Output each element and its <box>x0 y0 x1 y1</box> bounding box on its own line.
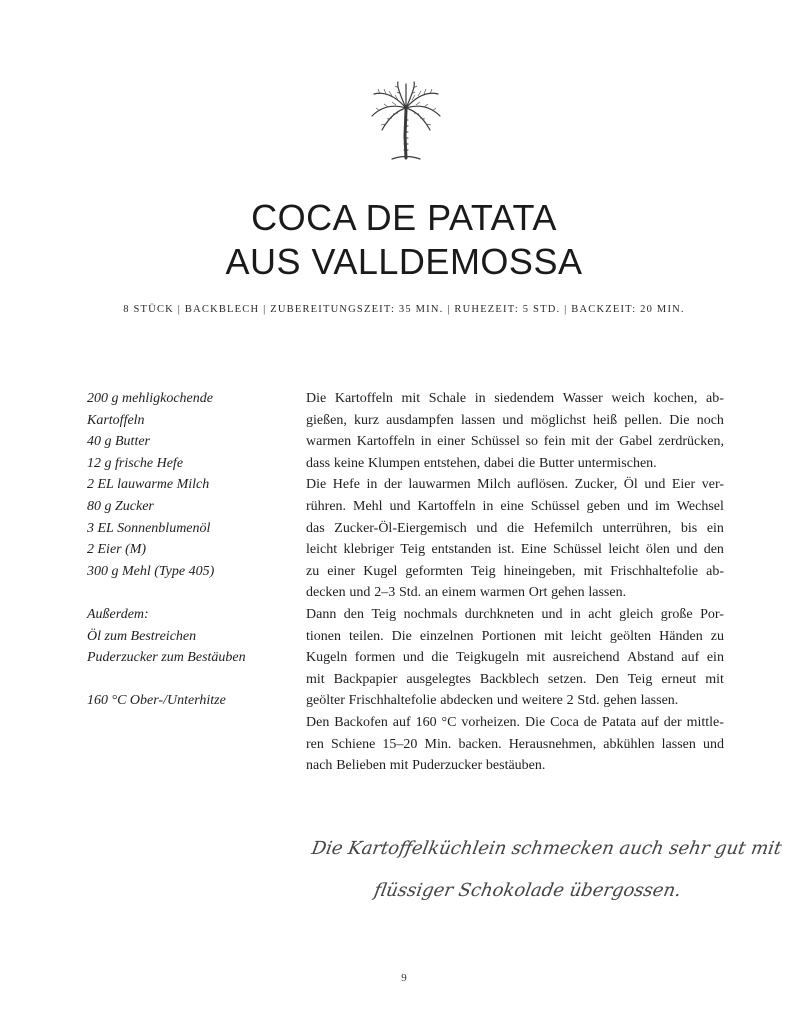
method-line: nach Belieben mit Puderzucker bestäuben. <box>306 758 546 774</box>
ingredients-list <box>87 388 287 712</box>
recipe-title-line-1: COCA DE PATATA <box>251 197 557 238</box>
method-line: ren Schiene 15–20 Min. backen. Herausnehmen, abkühlen lassen und <box>306 736 724 752</box>
ingredient-item: Außerdem: <box>87 606 149 622</box>
ingredient-item: 80 g Zucker <box>87 498 154 514</box>
method-line: Kugeln formen und die Teigkugeln mit ausreichend Abstand auf ein <box>306 650 724 666</box>
recipe-title <box>0 196 808 284</box>
ingredient-item: 12 g frische Hefe <box>87 455 184 471</box>
method-line: rühren. Mehl und Kartoffeln in eine Schüssel geben und im Wechsel <box>306 498 724 514</box>
method-line: mit Backpapier ausgelegtes Backblech setzen. Den Teig erneut mit <box>306 671 724 687</box>
method-line: geölter Frischhaltefolie abdecken und weitere 2 Std. gehen lassen. <box>306 693 679 709</box>
ingredient-item: Puderzucker zum Bestäuben <box>87 650 246 666</box>
page-number: 9 <box>401 972 407 984</box>
ingredient-item: 200 g mehligkochende <box>87 391 213 406</box>
ingredient-spacer <box>87 582 287 604</box>
method-line: warmen Kartoffeln in einer Schüssel so fein mit der Gabel zerdrücken, <box>306 434 724 450</box>
ingredient-item: 300 g Mehl (Type 405) <box>87 563 215 579</box>
recipe-title-line-2: AUS VALLDEMOSSA <box>225 241 583 282</box>
ingredient-item: 160 °C Ober-/Unterhitze <box>87 693 226 709</box>
handwritten-note-line-1: Die Kartoffelküchlein schmecken auch sehr gut mit <box>309 838 784 859</box>
ingredient-item: 2 EL lauwarme Milch <box>87 477 210 493</box>
ingredient-item: 2 Eier (M) <box>87 542 147 558</box>
method-line: Dann den Teig nochmals durchkneten und in acht gleich große Por- <box>306 606 724 622</box>
method-line: Den Backofen auf 160 °C vorheizen. Die Coca de Patata auf der mittle- <box>306 714 724 730</box>
ingredient-item: Öl zum Bestreichen <box>87 628 197 644</box>
method-text <box>306 388 724 777</box>
ingredient-item: 3 EL Sonnenblumenöl <box>87 520 211 536</box>
method-line: dass keine Klumpen entstehen, dabei die Butter untermischen. <box>306 455 657 471</box>
method-line: das Zucker-Öl-Eiergemisch und die Hefemilch unterrühren, bis ein <box>306 520 724 536</box>
ingredient-spacer <box>87 669 287 691</box>
method-line: Die Kartoffeln mit Schale in siedendem Wasser weich kochen, ab- <box>306 391 724 406</box>
method-line: decken und 2–3 Std. an einem warmen Ort gehen lassen. <box>306 585 627 601</box>
handwritten-note <box>293 828 784 912</box>
method-line: leicht klebriger Teig entstanden ist. Eine Schüssel leicht ölen und den <box>306 542 724 558</box>
method-line: zu einer Kugel geformten Teig hineingeben, mit Frischhaltefolie ab- <box>306 563 724 579</box>
handwritten-note-line-2: flüssiger Schokolade übergossen. <box>372 880 683 901</box>
recipe-meta-info: 8 STÜCK | BACKBLECH | ZUBEREITUNGSZEIT: 35 MIN. | RUHEZEIT: 5 STD. | BACKZEIT: 20 MIN. <box>123 304 685 315</box>
method-line: gießen, kurz ausdampfen lassen und möglichst heiß pellen. Die noch <box>306 412 724 428</box>
method-line: tionen teilen. Die einzelnen Portionen mit leicht geölten Händen zu <box>306 628 724 644</box>
method-line: Die Hefe in der lauwarmen Milch auflösen. Zucker, Öl und Eier ver- <box>306 477 724 493</box>
ingredient-item: Kartoffeln <box>87 412 145 428</box>
ingredient-item: 40 g Butter <box>87 434 150 450</box>
palm-tree-illustration <box>368 80 444 162</box>
